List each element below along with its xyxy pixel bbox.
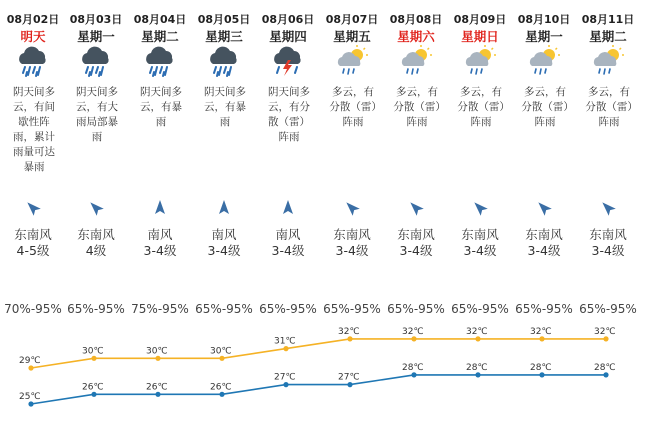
- high-temp-label: 32℃: [594, 326, 616, 337]
- high-temp-label: 32℃: [338, 326, 360, 337]
- wind-direction: 南风: [147, 227, 173, 242]
- day-description: 多云，有分散（雷）阵雨: [457, 86, 505, 128]
- low-temp-label: 28℃: [594, 362, 616, 373]
- day-weekday: 星期四: [269, 29, 307, 44]
- day-description: 多云，有分散（雷）阵雨: [521, 86, 569, 128]
- day-date: 08月03日: [69, 13, 123, 26]
- wind-direction: 东南风: [461, 227, 499, 242]
- low-temp-label: 26℃: [146, 382, 168, 393]
- day-column: [320, 0, 384, 300]
- humidity-range: 65%-95%: [451, 302, 509, 316]
- wind-level: 3-4级: [335, 243, 369, 258]
- high-temp-label: 31℃: [274, 336, 296, 347]
- day-weekday: 明天: [20, 29, 46, 44]
- humidity-range: 65%-95%: [67, 302, 125, 316]
- day-weekday: 星期一: [77, 29, 115, 44]
- wind-level: 3-4级: [143, 243, 177, 258]
- high-temp-point: [155, 356, 160, 361]
- thunderstorm-icon: [270, 44, 306, 78]
- wind-direction-arrow-icon: [256, 199, 320, 217]
- low-temp-point: [219, 392, 224, 397]
- wind-level: 3-4级: [399, 243, 433, 258]
- high-temp-point: [603, 336, 608, 341]
- low-temp-point: [283, 382, 288, 387]
- high-temp-point: [219, 356, 224, 361]
- high-temp-label: 30℃: [82, 346, 104, 357]
- humidity-range: 65%-95%: [323, 302, 381, 316]
- wind-direction: 南风: [275, 227, 301, 242]
- high-temp-label: 30℃: [210, 346, 232, 357]
- wind-direction-arrow-icon: [384, 199, 448, 217]
- high-temp-point: [347, 336, 352, 341]
- wind-direction-arrow-icon: [320, 199, 384, 217]
- humidity-range: 65%-95%: [259, 302, 317, 316]
- partly-cloudy-rain-icon: [398, 44, 434, 78]
- wind-direction: 东南风: [589, 227, 627, 242]
- partly-cloudy-rain-icon: [334, 44, 370, 78]
- wind-direction-arrow-icon: [576, 199, 640, 217]
- wind-direction: 东南风: [397, 227, 435, 242]
- wind-direction: 东南风: [525, 227, 563, 242]
- day-column: [1, 0, 65, 300]
- day-column: [576, 0, 640, 300]
- low-temp-point: [28, 401, 33, 406]
- humidity-range: 65%-95%: [387, 302, 445, 316]
- day-date: 08月11日: [581, 13, 635, 26]
- day-description: 阴天间多云，有分散（雷）阵雨: [268, 86, 310, 143]
- high-temp-point: [411, 336, 416, 341]
- humidity-range: 65%-95%: [579, 302, 637, 316]
- day-column: [128, 0, 192, 300]
- wind-direction-arrow-icon: [512, 199, 576, 217]
- wind-direction-arrow-icon: [128, 199, 192, 217]
- day-column: [64, 0, 128, 300]
- day-column: [256, 0, 320, 300]
- low-temp-point: [603, 372, 608, 377]
- day-date: 08月04日: [133, 13, 187, 26]
- wind-direction: 东南风: [14, 227, 52, 242]
- wind-direction: 东南风: [333, 227, 371, 242]
- high-temp-point: [91, 356, 96, 361]
- day-weekday: 星期五: [333, 29, 371, 44]
- partly-cloudy-rain-icon: [590, 44, 626, 78]
- day-description: 阴天间多云，有暴雨: [204, 86, 246, 128]
- wind-level: 3-4级: [463, 243, 497, 258]
- low-temp-label: 25℃: [19, 392, 41, 402]
- low-temp-line: [31, 372, 606, 404]
- wind-direction: 东南风: [77, 227, 115, 242]
- low-temp-label: 28℃: [466, 362, 488, 373]
- low-temp-label: 28℃: [402, 362, 424, 373]
- low-temp-point: [347, 382, 352, 387]
- high-temp-label: 32℃: [530, 326, 552, 337]
- humidity-range: 70%-95%: [4, 302, 62, 316]
- day-column: [448, 0, 512, 300]
- wind-level: 3-4级: [527, 243, 561, 258]
- day-column: [512, 0, 576, 300]
- day-date: 08月08日: [389, 13, 443, 26]
- high-temp-point: [539, 336, 544, 341]
- wind-level: 4级: [85, 243, 107, 258]
- wind-level: 4-5级: [16, 243, 50, 258]
- heavy-rain-icon: [206, 44, 242, 78]
- day-column: [384, 0, 448, 300]
- day-date: 08月02日: [6, 13, 60, 26]
- low-temp-point: [155, 392, 160, 397]
- wind-level: 3-4级: [591, 243, 625, 258]
- high-temp-label: 32℃: [466, 326, 488, 337]
- wind-direction-arrow-icon: [192, 199, 256, 217]
- wind-direction: 南风: [211, 227, 237, 242]
- low-temp-point: [475, 372, 480, 377]
- day-date: 08月09日: [453, 13, 507, 26]
- day-description: 多云，有分散（雷）阵雨: [585, 86, 633, 128]
- humidity-range: 75%-95%: [131, 302, 189, 316]
- day-date: 08月10日: [517, 13, 571, 26]
- high-temp-point: [283, 346, 288, 351]
- low-temp-label: 27℃: [274, 372, 296, 383]
- partly-cloudy-rain-icon: [462, 44, 498, 78]
- day-weekday: 星期日: [461, 29, 499, 44]
- low-temp-point: [411, 372, 416, 377]
- wind-direction-arrow-icon: [64, 199, 128, 217]
- humidity-range: 65%-95%: [195, 302, 253, 316]
- high-temp-label: 29℃: [19, 356, 41, 366]
- heavy-rain-icon: [15, 44, 51, 78]
- high-temp-label: 30℃: [146, 346, 168, 357]
- high-temp-point: [475, 336, 480, 341]
- wind-direction-arrow-icon: [1, 199, 65, 217]
- low-temp-label: 26℃: [82, 382, 104, 393]
- wind-direction-arrow-icon: [448, 199, 512, 217]
- day-weekday: 星期三: [205, 29, 243, 44]
- day-weekday: 星期二: [589, 29, 627, 44]
- day-description: 多云，有分散（雷）阵雨: [329, 86, 377, 128]
- day-date: 08月06日: [261, 13, 315, 26]
- low-temp-point: [91, 392, 96, 397]
- day-weekday: 星期二: [141, 29, 179, 44]
- high-temp-point: [28, 365, 33, 370]
- day-date: 08月07日: [325, 13, 379, 26]
- high-temp-label: 32℃: [402, 326, 424, 337]
- temperature-chart: [0, 320, 661, 420]
- heavy-rain-icon: [78, 44, 114, 78]
- heavy-rain-icon: [142, 44, 178, 78]
- day-description: 阴天间多云，有间歇性阵雨，累计雨量可达暴雨: [13, 86, 55, 173]
- day-description: 阴天间多云，有大雨局部暴雨: [76, 86, 118, 143]
- low-temp-label: 27℃: [338, 372, 360, 383]
- low-temp-label: 28℃: [530, 362, 552, 373]
- day-date: 08月05日: [197, 13, 251, 26]
- low-temp-label: 26℃: [210, 382, 232, 393]
- day-weekday: 星期一: [525, 29, 563, 44]
- wind-level: 3-4级: [271, 243, 305, 258]
- low-temp-point: [539, 372, 544, 377]
- high-temp-line: [31, 336, 606, 368]
- humidity-range: 65%-95%: [515, 302, 573, 316]
- day-description: 阴天间多云，有暴雨: [140, 86, 182, 128]
- wind-level: 3-4级: [207, 243, 241, 258]
- day-column: [192, 0, 256, 300]
- partly-cloudy-rain-icon: [526, 44, 562, 78]
- day-weekday: 星期六: [397, 29, 435, 44]
- day-description: 多云，有分散（雷）阵雨: [393, 86, 441, 128]
